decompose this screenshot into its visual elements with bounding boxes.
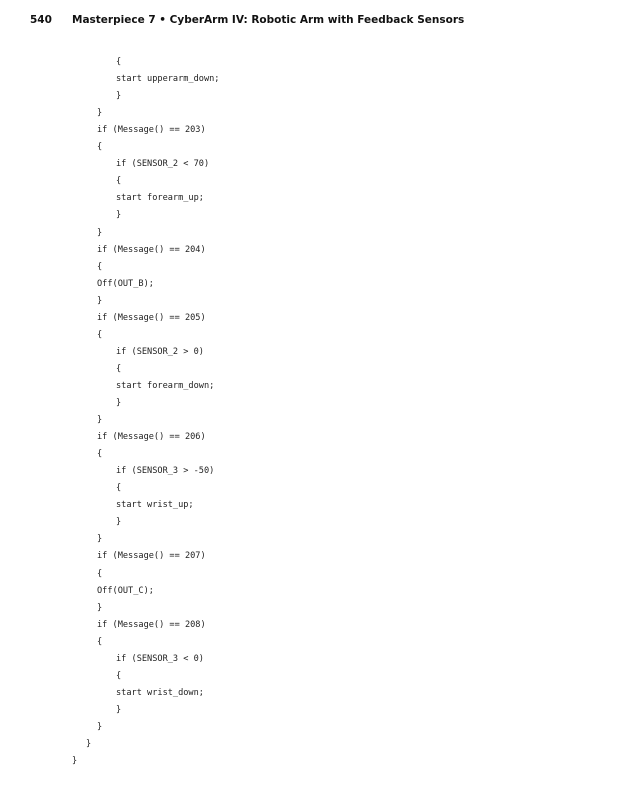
code-line: if (Message() == 205) (97, 312, 206, 323)
code-line: } (97, 227, 103, 238)
code-line: start forearm_down; (116, 380, 215, 391)
code-line: if (Message() == 207) (97, 551, 206, 562)
code-line: if (Message() == 206) (97, 432, 206, 443)
code-line: { (97, 329, 103, 340)
code-line: } (97, 415, 103, 426)
code-line: Off(OUT_B); (97, 278, 154, 289)
code-line: { (116, 483, 122, 494)
code-line: { (97, 261, 103, 272)
running-head (30, 14, 464, 26)
code-line: { (116, 363, 122, 374)
code-line: if (Message() == 208) (97, 619, 206, 630)
code-line: } (97, 721, 103, 732)
code-line: if (SENSOR_2 > 0) (116, 346, 204, 357)
code-line: } (97, 602, 103, 613)
code-line: } (116, 517, 122, 528)
code-line: } (116, 398, 122, 408)
code-line: { (97, 636, 103, 647)
code-line: { (97, 449, 103, 460)
code-line: if (SENSOR_3 > -50) (116, 466, 215, 477)
code-line: { (97, 142, 103, 153)
code-line: start wrist_down; (116, 687, 204, 698)
code-line: if (Message() == 204) (97, 244, 206, 255)
code-line: { (116, 57, 122, 67)
code-line: { (97, 568, 103, 579)
code-line: if (Message() == 203) (97, 125, 206, 136)
code-line: } (116, 210, 122, 221)
code-line: start wrist_up; (116, 500, 194, 511)
code-line: } (116, 704, 122, 715)
code-line: } (97, 108, 103, 119)
chapter-title: Masterpiece 7 • CyberArm IV: Robotic Arm with Feedback Sensors (72, 14, 465, 26)
code-line: if (SENSOR_2 < 70) (116, 159, 210, 170)
code-line: { (116, 176, 122, 187)
code-line: } (97, 534, 103, 545)
code-line: if (SENSOR_3 < 0) (116, 653, 204, 664)
code-line: } (97, 295, 103, 306)
code-line: Off(OUT_C); (97, 585, 154, 596)
page-number: 540 (30, 14, 52, 26)
code-line: } (116, 91, 122, 102)
code-line: } (86, 739, 92, 749)
code-line: start forearm_up; (116, 193, 204, 204)
code-line: start upperarm_down; (116, 74, 220, 85)
code-line: } (72, 756, 78, 767)
code-line: { (116, 670, 122, 681)
